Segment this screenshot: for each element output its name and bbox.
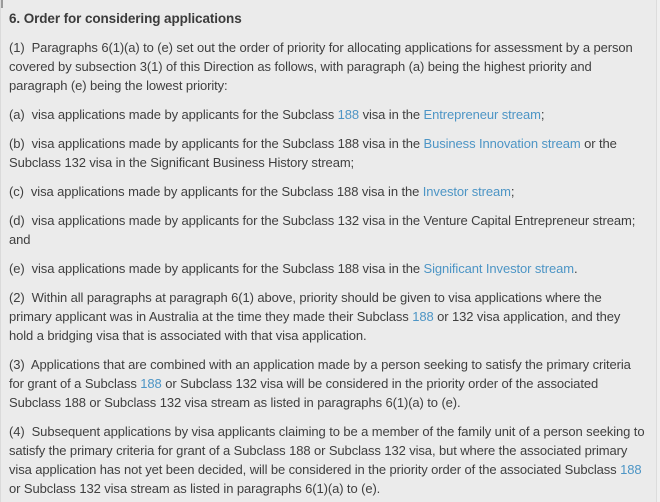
text-run: (4) Subsequent applications by visa applicants claiming to be a member of the family unit of a person seeking to satisfy the primary criteria for grant of a Subclass 188 or Subclass 132 visa, but where the associated primary visa application has not yet been decided, will be considered in the priority order of the associated Subclass: [9, 424, 645, 477]
text-run: or the Subclass 132 visa in the Significant Business History stream;: [9, 136, 617, 170]
doc-link[interactable]: Investor stream: [422, 184, 511, 199]
section-heading: 6. Order for considering applications: [9, 11, 242, 26]
doc-link[interactable]: 188: [140, 376, 162, 391]
text-run: (c) visa applications made by applicants for the Subclass 188 visa in the: [9, 184, 423, 199]
text-run: ;: [510, 184, 515, 199]
paragraph-para-3: [9, 355, 646, 412]
doc-link[interactable]: Significant Investor stream: [423, 261, 574, 276]
text-run: or Subclass 132 visa stream as listed in paragraphs 6(1)(a) to (e).: [9, 481, 381, 496]
crop-corner-tick: [1, 0, 3, 8]
text-run: (2) Within all paragraphs at paragraph 6(1) above, priority should be given to visa applications where the primary applicant was in Australia at the time they made their Subclass: [9, 290, 602, 324]
paragraph-para-e: [9, 259, 646, 278]
scrollbar-track-edge: [656, 0, 660, 502]
doc-link[interactable]: Business Innovation stream: [423, 136, 581, 151]
doc-link[interactable]: 188: [337, 107, 360, 122]
paragraph-para-4: [9, 422, 646, 498]
section-content: [1, 0, 660, 498]
paragraph-para-d: [9, 211, 646, 249]
text-run: (e) visa applications made by applicants for the Subclass 188 visa in the: [9, 261, 424, 276]
paragraph-para-b: [9, 134, 646, 172]
doc-link[interactable]: Entrepreneur stream: [423, 107, 541, 122]
text-run: .: [574, 261, 578, 276]
paragraph-para-1: [9, 38, 646, 95]
text-run: (d) visa applications made by applicants for the Subclass 132 visa in the Venture Capital Entrepreneur stream; and: [9, 213, 636, 247]
text-run: or 132 visa application, and they hold a bridging visa that is associated with that visa application.: [9, 309, 621, 343]
text-run: (a) visa applications made by applicants for the Subclass: [9, 107, 338, 122]
doc-link[interactable]: 188: [620, 462, 642, 477]
section-body: [9, 38, 646, 498]
text-run: visa in the: [359, 107, 424, 122]
paragraph-para-a: [9, 105, 646, 124]
paragraph-para-2: [9, 288, 646, 345]
text-run: or Subclass 132 visa will be considered in the priority order of the associated Subclass 188 or Subclass 132 visa stream as listed in paragraphs 6(1)(a) to (e).: [9, 376, 599, 410]
paragraph-para-c: [9, 182, 646, 201]
doc-link[interactable]: 188: [412, 309, 434, 324]
text-run: (b) visa applications made by applicants for the Subclass 188 visa in the: [9, 136, 424, 151]
text-run: (1) Paragraphs 6(1)(a) to (e) set out the order of priority for allocating applications for assessment by a person covered by subsection 3(1) of this Direction as follows, with paragraph (a) being the highest priority and paragraph (e) being the lowest priority:: [9, 40, 633, 93]
text-run: ;: [540, 107, 545, 122]
text-run: (3) Applications that are combined with an application made by a person seeking to satisfy the primary criteria for grant of a Subclass: [9, 357, 631, 391]
